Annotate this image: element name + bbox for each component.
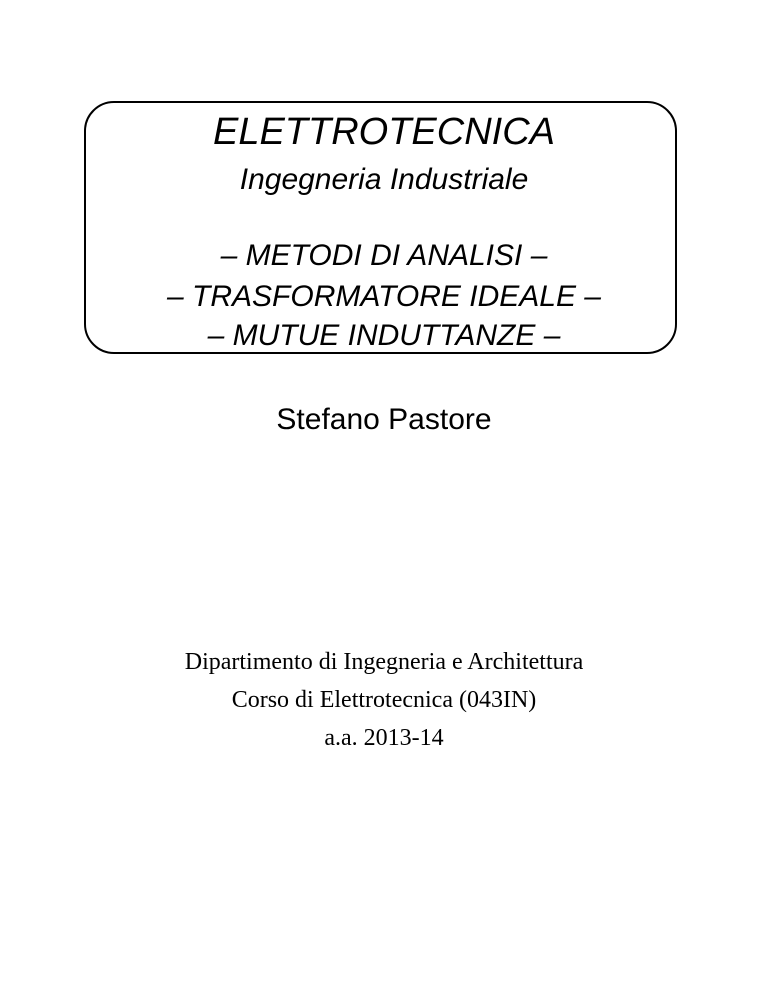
- document-title: ELETTROTECNICA: [212, 111, 556, 153]
- department-name: Dipartimento di Ingegneria e Architettura: [184, 649, 584, 675]
- topic-ideal-transformer: – TRASFORMATORE IDEALE –: [167, 280, 601, 313]
- academic-year: a.a. 2013-14: [324, 725, 444, 751]
- course-name: Corso di Elettrotecnica (043IN): [231, 687, 537, 713]
- document-subtitle: Ingegneria Industriale: [239, 163, 529, 196]
- author-name: Stefano Pastore: [276, 403, 492, 436]
- topic-mutual-inductances: – MUTUE INDUTTANZE –: [207, 319, 561, 352]
- topic-methods-of-analysis: – METODI DI ANALISI –: [220, 239, 548, 272]
